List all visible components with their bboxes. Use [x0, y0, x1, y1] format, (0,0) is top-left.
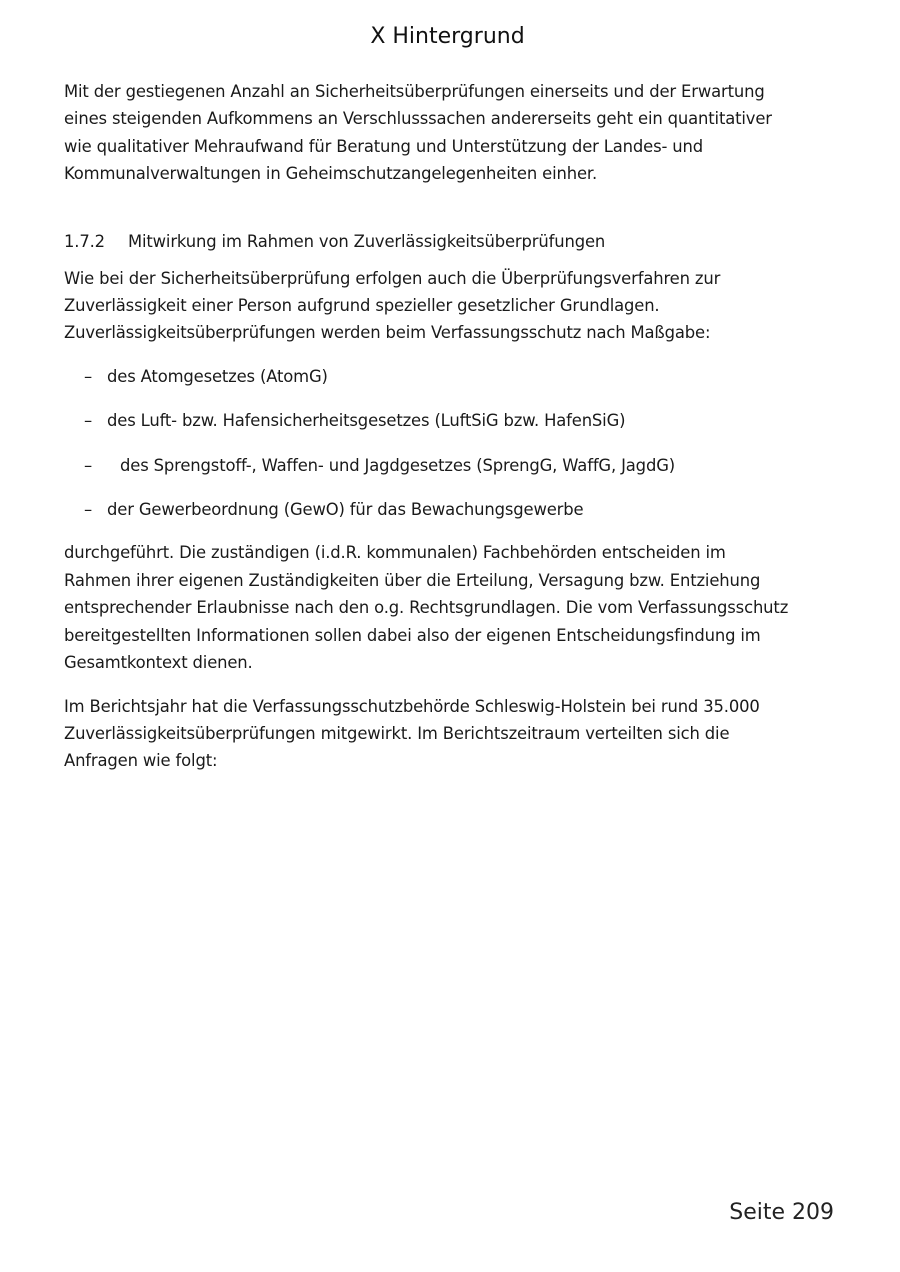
page-title: X Hintergrund: [370, 24, 525, 49]
section-title: Mitwirkung im Rahmen von Zuverlässigkeitsüberprüfungen: [128, 231, 606, 251]
bullet-dash: –: [84, 366, 93, 386]
page-number: Seite 209: [729, 1200, 834, 1225]
list-item-text: der Gewerbeordnung (GewO) für das Bewachungsgewerbe: [107, 500, 584, 520]
main-content: [64, 78, 792, 775]
section-number: 1.7.2: [64, 231, 105, 251]
list-item: [64, 407, 792, 434]
list-item: [64, 363, 792, 390]
intro-paragraph: Mit der gestiegenen Anzahl an Sicherheitsüberprüfungen einerseits und der Erwartung eines steigenden Aufkommens an Verschlusssachen andererseits geht ein quantitativer wie qualitativer Mehraufwand für Beratung und Unterstützung der Landes- und Kommunalverwaltungen in Geheimschutzangelegenheiten einher.: [64, 82, 772, 184]
list-item-text: des Atomgesetzes (AtomG): [107, 366, 328, 386]
section-heading: [64, 228, 792, 255]
section-paragraph-3: Im Berichtsjahr hat die Verfassungsschutzbehörde Schleswig-Holstein bei rund 35.000 Zuverlässigkeitsüberprüfungen mitgewirkt. Im Berichtszeitraum verteilten sich die Anfragen wie folgt:: [64, 696, 760, 771]
section-paragraph-1: Wie bei der Sicherheitsüberprüfung erfolgen auch die Überprüfungsverfahren zur Zuverlässigkeit einer Person aufgrund spezieller gesetzlicher Grundlagen. Zuverlässigkeitsüberprüfungen werden beim Verfassungsschutz nach Maßgabe:: [64, 268, 721, 343]
list-item-text: des Luft- bzw. Hafensicherheitsgesetzes (LuftSiG bzw. HafenSiG): [107, 411, 626, 431]
bullet-dash: –: [84, 455, 93, 475]
list-item: [64, 496, 792, 523]
bullet-dash: –: [84, 411, 93, 431]
bullet-dash: –: [84, 500, 93, 520]
list-item-text: des Sprengstoff-, Waffen- und Jagdgesetzes (SprengG, WaffG, JagdG): [120, 455, 675, 475]
list-item: [64, 452, 792, 479]
law-list: [64, 363, 792, 524]
section-paragraph-2: durchgeführt. Die zuständigen (i.d.R. kommunalen) Fachbehörden entscheiden im Rahmen ihrer eigenen Zuständigkeiten über die Erteilung, Versagung bzw. Entziehung entsprechender Erlaubnisse nach den o.g. Rechtsgrundlagen. Die vom Verfassungsschutz bereitgestellten Informationen sollen dabei also der eigenen Entscheidungsfindung im Gesamtkontext dienen.: [64, 543, 789, 673]
